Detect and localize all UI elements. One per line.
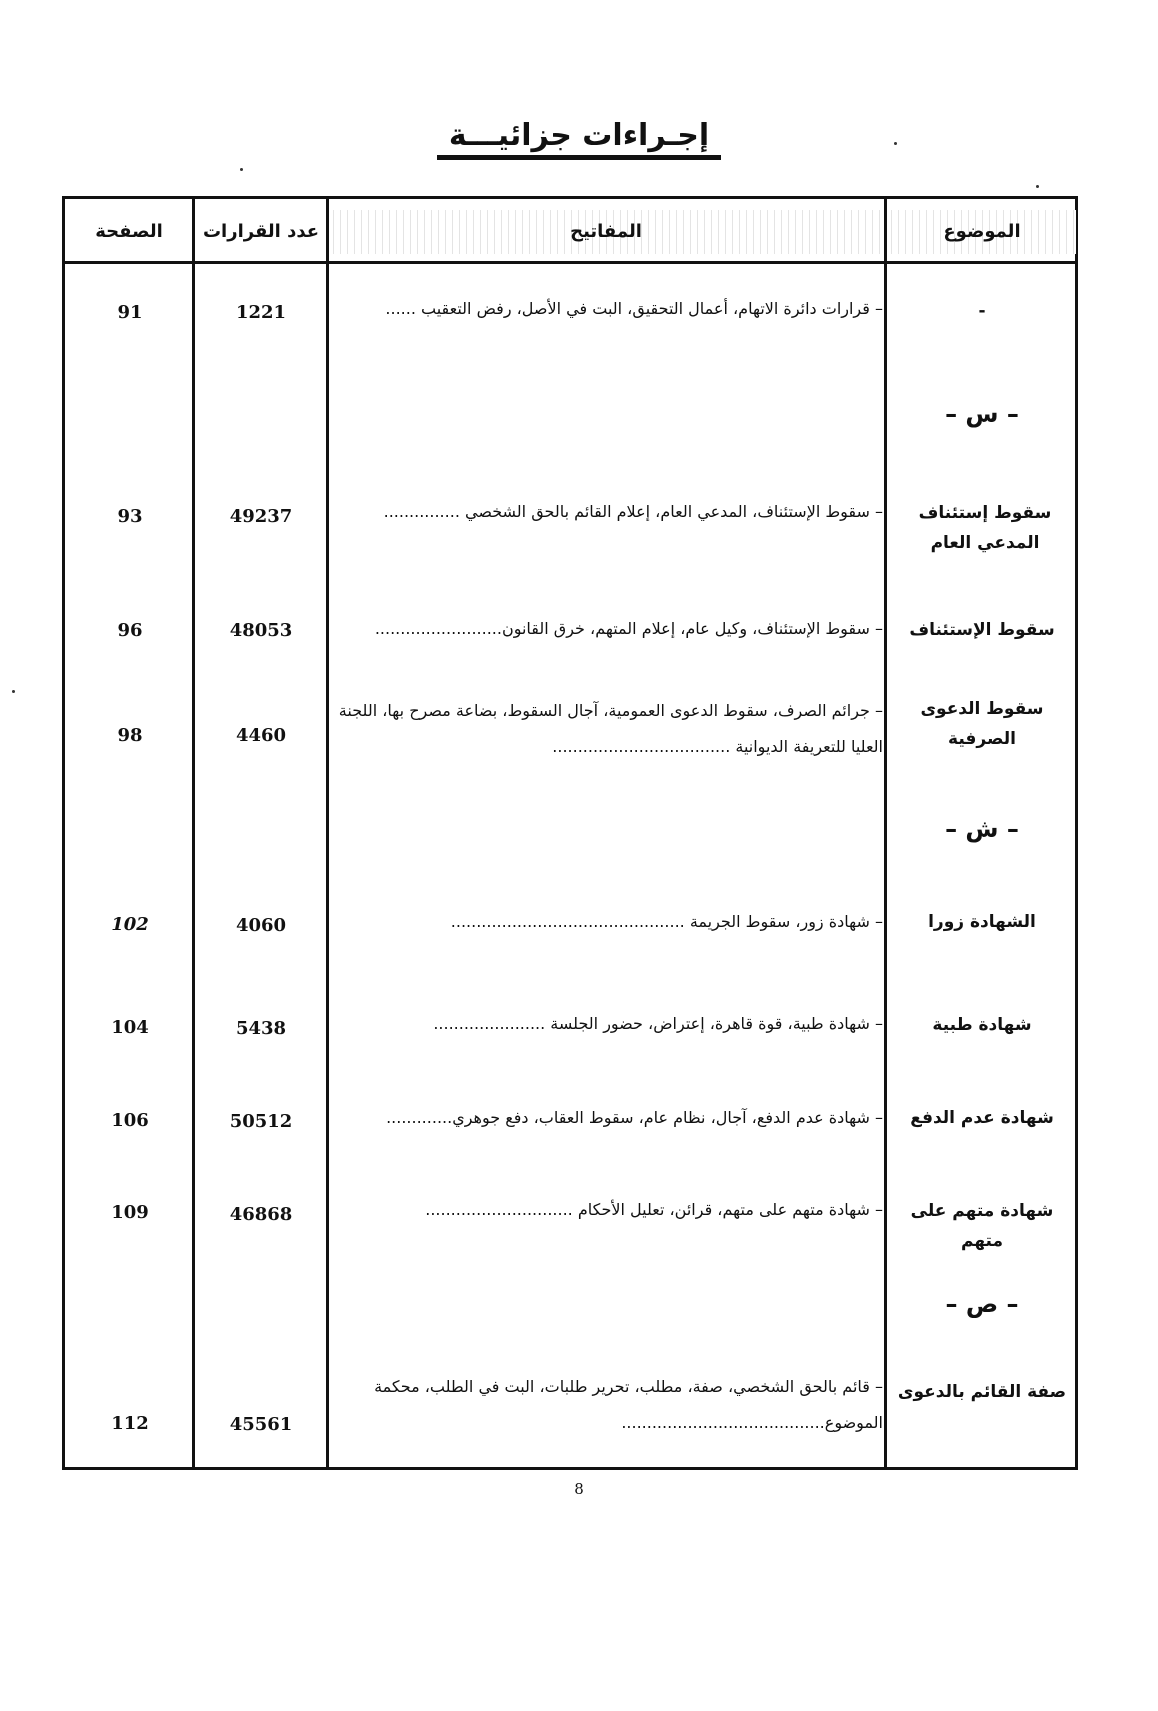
row-page: 93: [117, 506, 143, 527]
row-decision-number: 45561: [229, 1414, 293, 1435]
row-keywords: – سقوط الإستئناف، المدعي العام، إعلام القائم بالحق الشخصي ...............: [383, 502, 883, 521]
row-decision-number: 49237: [229, 506, 293, 527]
row-decision-number: 5438: [235, 1018, 287, 1039]
row-decision-number: 4060: [235, 915, 287, 936]
row-page: 104: [111, 1017, 149, 1038]
row-topic: -: [978, 301, 986, 321]
row-topic: سقوط إستئناف المدعي العام: [918, 503, 1052, 553]
row-page: 106: [111, 1110, 149, 1131]
scan-speck: [894, 142, 897, 145]
page-number: 8: [574, 1480, 584, 1498]
row-decision-number: 48053: [229, 620, 293, 641]
row-keywords: – قرارات دائرة الاتهام، أعمال التحقيق، البت في الأصل، رفض التعقيب ......: [385, 299, 883, 318]
row-decision-number: 50512: [229, 1111, 293, 1132]
row-page: 96: [117, 620, 143, 641]
row-keywords: – شهادة طبية، قوة قاهرة، إعتراض، حضور الجلسة ......................: [433, 1014, 883, 1033]
row-decision-number: 1221: [235, 302, 287, 323]
scan-speck: [1036, 185, 1039, 188]
row-decision-number: 4460: [235, 725, 287, 746]
row-topic: الشهادة زورا: [928, 912, 1036, 932]
row-keywords: – شهادة عدم الدفع، آجال، نظام عام، سقوط العقاب، دفع جوهري.............: [386, 1108, 883, 1127]
row-page: 112: [111, 1413, 149, 1434]
section-letter: – ش –: [945, 815, 1019, 843]
header-topic: الموضوع: [888, 210, 1076, 254]
row-decision-number: 46868: [229, 1204, 293, 1225]
header-decision-number: عدد القرارات: [202, 221, 320, 242]
scan-speck: [240, 168, 243, 171]
row-keywords: – شهادة متهم على متهم، قرائن، تعليل الأحكام .............................: [425, 1200, 883, 1219]
column-divider: [884, 196, 887, 1470]
row-page: 98: [117, 725, 143, 746]
header-keywords: المفاتيح: [330, 210, 882, 254]
row-page: 91: [117, 302, 143, 323]
column-divider: [326, 196, 329, 1470]
row-topic: سقوط الدعوى الصرفية: [920, 699, 1044, 749]
column-divider: [192, 196, 195, 1470]
scan-speck: [12, 690, 15, 693]
page-title: إجـراءات جزائيـــة: [0, 118, 1158, 153]
row-topic: صفة القائم بالدعوى: [897, 1382, 1067, 1402]
row-keywords: – جرائم الصرف، سقوط الدعوى العمومية، آجال السقوط، بضاعة مصرح بها، اللجنة العليا للتعريفة الديوانية ...................................: [338, 701, 883, 756]
row-keywords: – شهادة زور، سقوط الجريمة ..............................................: [450, 912, 883, 931]
row-page: 109: [111, 1202, 149, 1223]
header-divider: [62, 261, 1078, 264]
header-page: الصفحة: [95, 221, 163, 242]
row-page: 102: [111, 914, 149, 935]
row-keywords: – قائم بالحق الشخصي، صفة، مطلب، تحرير طلبات، البت في الطلب، محكمة الموضوع........................................: [374, 1377, 883, 1432]
section-letter: – ص –: [945, 1290, 1019, 1318]
row-topic: شهادة متهم على متهم: [910, 1201, 1054, 1251]
row-topic: شهادة عدم الدفع: [910, 1108, 1054, 1128]
row-topic: سقوط الإستئناف: [909, 620, 1055, 640]
section-letter: – س –: [945, 400, 1019, 428]
row-topic: شهادة طبية: [932, 1015, 1032, 1035]
row-keywords: – سقوط الإستئناف، وكيل عام، إعلام المتهم، خرق القانون.........................: [374, 619, 883, 638]
